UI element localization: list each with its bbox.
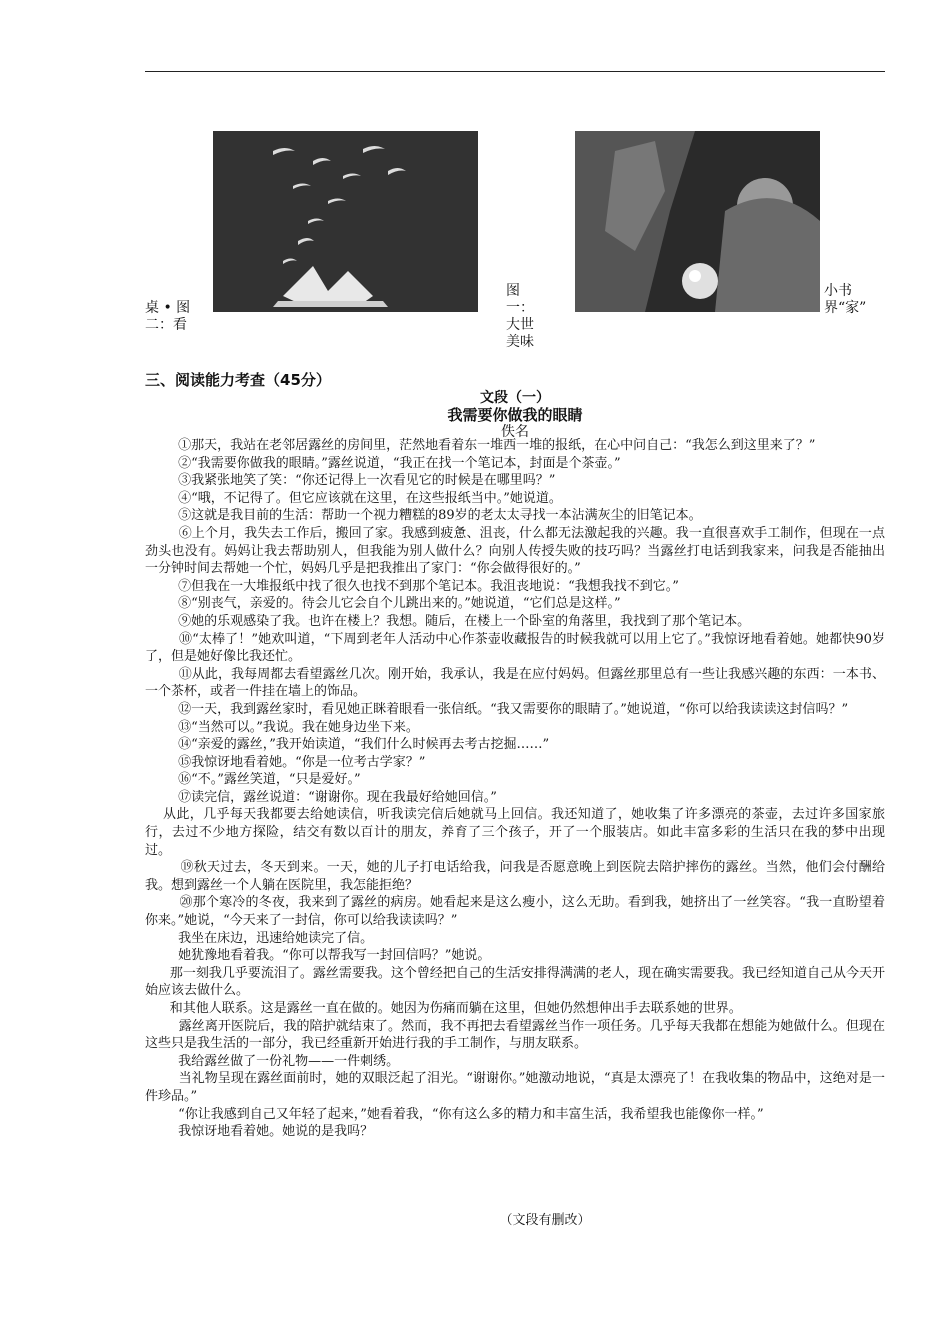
paragraph: ⑥上个月，我失去工作后，搬回了家。我感到疲惫、沮丧，什么都无法激起我的兴趣。我一直很喜欢手工制作，但现在一点劲头也没有。妈妈让我去帮助别人，但我能为别人做什么？向别人传授失败的技巧吗？当露丝打电话到我家来，问我是否能抽出一分钟时间去帮她一个忙，妈妈几乎是把我推出了家门：“你会做得很好的。” bbox=[145, 525, 885, 577]
header-rule bbox=[145, 71, 885, 72]
passage-label: 文段（一） bbox=[480, 390, 550, 406]
paragraph: ⑯“不。”露丝笑道，“只是爱好。” bbox=[145, 772, 361, 788]
man-crystal-ball-image bbox=[575, 131, 820, 312]
caption-right: 小书界“家” bbox=[824, 283, 867, 316]
paragraph: ⑭“亲爱的露丝，”我开始读道，“我们什么时候再去考古挖掘……” bbox=[145, 737, 550, 753]
passage-body bbox=[145, 437, 885, 1141]
paragraph: ⑩“太棒了！”她欢叫道，“下周到老年人活动中心作茶壶收藏报告的时候我就可以用上它了。”我惊讶地看着她。她都快90岁了，但是她好像比我还忙。 bbox=[145, 631, 885, 665]
paragraph: “你让我感到自己又年轻了起来，”她看着我，“你有这么多的精力和丰富生活，我希望我也能像你一样。” bbox=[145, 1106, 764, 1122]
passage-author: 佚名 bbox=[501, 424, 529, 440]
paragraph: ⑳那个寒冷的冬夜，我来到了露丝的病房。她看起来是这么瘦小，这么无助。看到我，她挤出了一丝笑容。“我一直盼望着你来。”她说，“今天来了一封信，你可以给我读读吗？” bbox=[145, 895, 885, 929]
paragraph: 从此，几乎每天我都要去给她读信，听我读完信后她就马上回信。我还知道了，她收集了许多漂亮的茶壶，去过许多国家旅行，去过不少地方探险，结交有数以百计的朋友，养育了三个孩子，开了一个服装店。如此丰富多彩的生活只在我的梦中出现过。 bbox=[145, 807, 885, 858]
paragraph: ②“我需要你做我的眼睛。”露丝说道，“我正在找一个笔记本，封面是个茶壶。” bbox=[145, 455, 621, 471]
paragraph: 当礼物呈现在露丝面前时，她的双眼泛起了泪光。“谢谢你。”她激动地说，“真是太漂亮了！在我收集的物品中，这绝对是一件珍品。” bbox=[145, 1071, 885, 1104]
paragraph: ①那天，我站在老邻居露丝的房间里，茫然地看着东一堆西一堆的报纸，在心中问自己：“我怎么到这里来了？” bbox=[145, 438, 816, 453]
paragraph: ⑦但我在一大堆报纸中找了很久也找不到那个笔记本。我沮丧地说：“我想我找不到它。” bbox=[145, 578, 679, 594]
paragraph: ⑬“当然可以。”我说。我在她身边坐下来。 bbox=[145, 719, 419, 735]
passage-title: 我需要你做我的眼睛 bbox=[447, 406, 583, 424]
paragraph: 和其他人联系。这是露丝一直在做的。她因为伤痛而躺在这里，但她仍然想伸出手去联系她的世界。 bbox=[145, 1001, 742, 1016]
paragraph: ④“哦，不记得了。但它应该就在这里，在这些报纸当中。”她说道。 bbox=[145, 490, 562, 506]
books-birds-image bbox=[213, 131, 478, 312]
paragraph: ⑮我惊讶地看着她。“你是一位考古学家？” bbox=[145, 754, 426, 770]
paragraph: 我坐在床边，迅速给她读完了信。 bbox=[145, 930, 374, 946]
paragraph: ⑨她的乐观感染了我。也许在楼上？我想。随后，在楼上一个卧室的角落里，我找到了那个笔记本。 bbox=[145, 613, 751, 629]
paragraph: ⑧“别丧气，亲爱的。待会儿它会自个儿跳出来的。”她说道，“它们总是这样。” bbox=[145, 596, 621, 612]
edit-note: （文段有删改） bbox=[499, 1213, 591, 1228]
paragraph: 那一刻我几乎要流泪了。露丝需要我。这个曾经把自己的生活安排得满满的老人，现在确实需要我。我已经知道自己从今天开始应该去做什么。 bbox=[145, 965, 885, 999]
section-heading: 三、阅读能力考查（45分） bbox=[145, 371, 331, 389]
paragraph: ⑲秋天过去，冬天到来。一天，她的儿子打电话给我，问我是否愿意晚上到医院去陪护摔伤的露丝。当然，他们会付酬给我。想到露丝一个人躺在医院里，我怎能拒绝？ bbox=[145, 860, 885, 893]
caption-left: 桌 • 图二：看 bbox=[145, 300, 191, 333]
paragraph: ⑰读完信，露丝说道：“谢谢你。现在我最好给她回信。” bbox=[145, 789, 497, 805]
paragraph: ⑤这就是我目前的生活：帮助一个视力糟糕的89岁的老太太寻找一本沾满灰尘的旧笔记本。 bbox=[145, 508, 702, 524]
paragraph: ⑫一天，我到露丝家时，看见她正眯着眼看一张信纸。“我又需要你的眼睛了。”她说道，“你可以给我读读这封信吗？” bbox=[145, 701, 849, 717]
paragraph: ③我紧张地笑了笑：“你还记得上一次看见它的时候是在哪里吗？” bbox=[145, 473, 556, 489]
paragraph: 她犹豫地看着我。“你可以帮我写一封回信吗？”她说。 bbox=[145, 948, 491, 964]
paragraph: 我给露丝做了一份礼物——一件刺绣。 bbox=[145, 1053, 400, 1069]
paragraph: ⑪从此，我每周都去看望露丝几次。刚开始，我承认，我是在应付妈妈。但露丝那里总有一些让我感兴趣的东西：一本书、一个茶杯，或者一件挂在墙上的饰品。 bbox=[145, 666, 885, 700]
caption-middle: 图一：大世美味 bbox=[506, 283, 534, 350]
paragraph: 露丝离开医院后，我的陪护就结束了。然而，我不再把去看望露丝当作一项任务。几乎每天我都在想能为她做什么。但现在这些只是我生活的一部分，我已经重新开始进行我的手工制作，与朋友联系。 bbox=[145, 1018, 885, 1052]
paragraph: 我惊讶地看着她。她说的是我吗？ bbox=[145, 1124, 374, 1140]
